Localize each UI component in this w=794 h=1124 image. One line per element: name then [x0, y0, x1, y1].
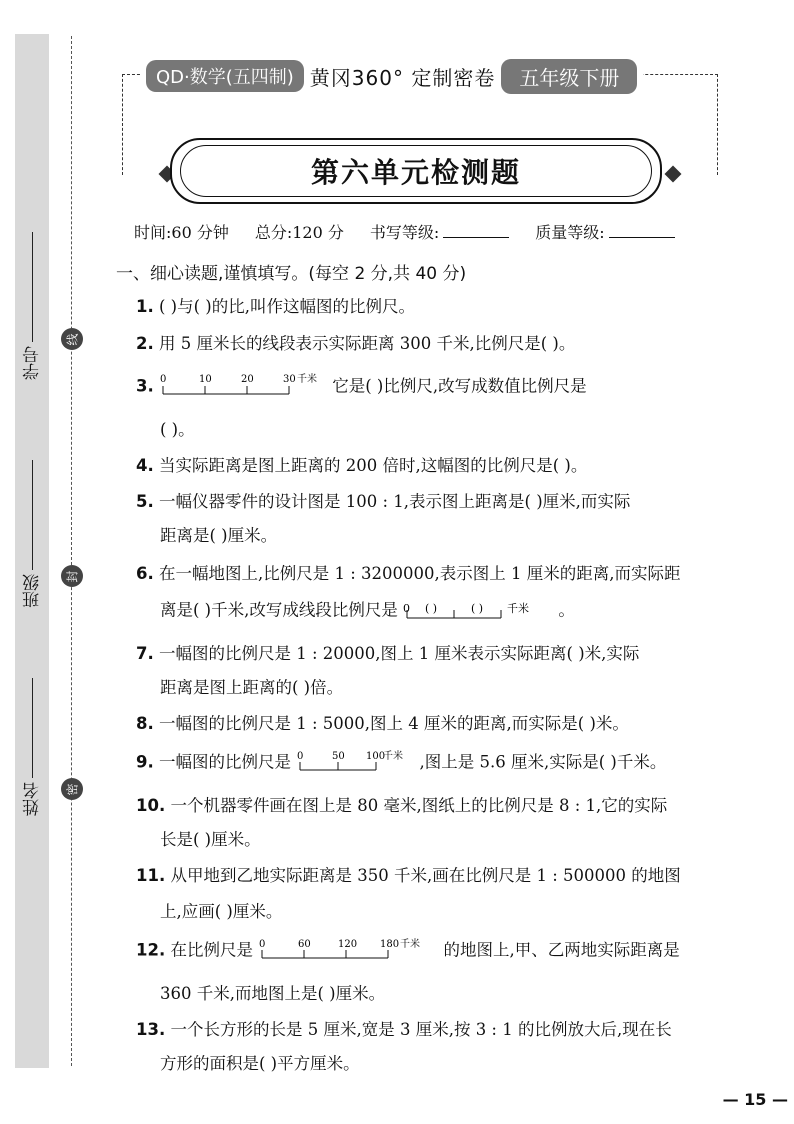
- answer-text[interactable]: 一幅图的比例尺是 1 : 20000,图上 1 厘米表示实际距离( )米,实际: [159, 644, 640, 663]
- seal-secret: 密: [61, 778, 83, 800]
- answer-text[interactable]: 它是( )比例尺,改写成数值比例尺是: [332, 376, 587, 396]
- scale-unit: 千米: [383, 751, 404, 762]
- question-1: 1. ( )与( )的比,叫作这幅图的比例尺。: [136, 297, 415, 316]
- scale-tick-label: 60: [298, 939, 311, 950]
- answer-text[interactable]: ( )与( )的比,叫作这幅图的比例尺。: [159, 297, 415, 316]
- scale-unit: 千米: [400, 939, 421, 950]
- quality-grade-blank[interactable]: [609, 223, 675, 238]
- scale-tick-label: 10: [199, 374, 212, 385]
- line-scale-q12: [258, 938, 438, 964]
- question-12: 12. 在比例尺是 0 60 120 180 千米 的地图上,甲、乙两地实际距离是: [136, 938, 728, 964]
- answer-text[interactable]: 一个长方形的长是 5 厘米,宽是 3 厘米,按 3 : 1 的比例放大后,现在长: [170, 1020, 672, 1039]
- seal-line: 线: [61, 328, 83, 350]
- question-2: 2. 用 5 厘米长的线段表示实际距离 300 千米,比例尺是( )。: [136, 334, 576, 353]
- scale-tick-label: 180: [380, 939, 400, 950]
- question-13-cont[interactable]: 方形的面积是( )平方厘米。: [160, 1054, 360, 1073]
- answer-text[interactable]: 离是( )千米,改写成线段比例尺是: [160, 600, 398, 620]
- scale-unit: 千米: [507, 602, 530, 615]
- question-13: 13. 一个长方形的长是 5 厘米,宽是 3 厘米,按 3 : 1 的比例放大后,现在长: [136, 1020, 672, 1039]
- scale-tick-label: 0: [297, 751, 304, 762]
- scale-tick-blank: ( ): [425, 602, 438, 615]
- writing-grade-blank[interactable]: [443, 223, 509, 238]
- quality-grade: 质量等级:: [535, 220, 674, 243]
- answer-text[interactable]: ,图上是 5.6 厘米,实际是( )千米。: [419, 752, 667, 772]
- question-9: 9. 一幅图的比例尺是 0 50 100 千米 ,图上是 5.6 厘米,实际是( )千米。: [136, 750, 728, 776]
- name-label: 姓名: [22, 782, 43, 816]
- question-5-cont[interactable]: 距离是( )厘米。: [160, 526, 278, 545]
- title-banner: [170, 138, 662, 204]
- answer-text[interactable]: 一幅仪器零件的设计图是 100 : 1,表示图上距离是( )厘米,而实际: [159, 492, 631, 511]
- question-12-cont[interactable]: 360 千米,而地图上是( )厘米。: [160, 984, 386, 1003]
- answer-text[interactable]: 的地图上,甲、乙两地实际距离是: [443, 940, 680, 960]
- page-title: 第六单元检测题: [310, 156, 521, 189]
- writing-grade: 书写等级:: [370, 220, 509, 243]
- question-10-cont[interactable]: 长是( )厘米。: [160, 830, 261, 849]
- answer-text[interactable]: 一个机器零件画在图上是 80 毫米,图纸上的比例尺是 8 : 1,它的实际: [170, 796, 668, 815]
- question-11-cont[interactable]: 上,应画( )厘米。: [160, 902, 283, 921]
- question-3: 3. 0 10 20 30 千米 它是( )比例尺,改写成数值比例尺是: [136, 372, 728, 402]
- question-3-cont[interactable]: ( )。: [160, 420, 195, 439]
- header-bar: [140, 58, 643, 94]
- question-7-cont[interactable]: 距离是图上距离的( )倍。: [160, 678, 344, 697]
- grade-badge: 五年级下册: [501, 59, 637, 94]
- page-number: — 15 —: [722, 1090, 788, 1109]
- line-scale-q3: [159, 372, 327, 402]
- question-6-cont: 离是( )千米,改写成线段比例尺是 0 ( ) ( ) 千米 。: [160, 598, 575, 624]
- question-5: 5. 一幅仪器零件的设计图是 100 : 1,表示图上距离是( )厘米,而实际: [136, 492, 631, 511]
- question-4: 4. 当实际距离是图上距离的 200 倍时,这幅图的比例尺是( )。: [136, 456, 588, 475]
- answer-text[interactable]: 从甲地到乙地实际距离是 350 千米,画在比例尺是 1 : 500000 的地图: [170, 866, 681, 885]
- student-id-field: [15, 232, 49, 380]
- scale-tick-label: 50: [332, 751, 345, 762]
- class-field: [15, 460, 49, 608]
- name-blank[interactable]: [32, 678, 33, 778]
- answer-text[interactable]: 当实际距离是图上距离的 200 倍时,这幅图的比例尺是( )。: [159, 456, 588, 475]
- class-blank[interactable]: [32, 460, 33, 570]
- question-10: 10. 一个机器零件画在图上是 80 毫米,图纸上的比例尺是 8 : 1,它的实际: [136, 796, 668, 815]
- total-score: 总分:120 分: [254, 223, 344, 242]
- scale-unit: 千米: [297, 374, 317, 385]
- seal-seal: 封: [61, 565, 83, 587]
- time-limit: 时间:60 分钟: [134, 223, 229, 242]
- student-id-label: 学号: [22, 346, 43, 380]
- scale-tick-label: 30: [283, 374, 296, 385]
- question-6: 6. 在一幅地图上,比例尺是 1 : 3200000,表示图上 1 厘米的距离,而实际距: [136, 564, 681, 583]
- answer-text[interactable]: 在一幅地图上,比例尺是 1 : 3200000,表示图上 1 厘米的距离,而实际距: [159, 564, 681, 583]
- subject-badge: QD·数学(五四制): [146, 60, 304, 92]
- cut-line: [71, 36, 72, 1066]
- line-scale-q6: [403, 598, 553, 624]
- section-heading: 一、细心读题,谨慎填写。(每空 2 分,共 40 分): [116, 264, 467, 284]
- scale-tick-label: 0: [403, 602, 411, 615]
- scale-tick-blank: ( ): [471, 602, 484, 615]
- brand-title: 黄冈360° 定制密卷: [309, 65, 496, 90]
- scale-tick-label: 100: [366, 751, 386, 762]
- question-11: 11. 从甲地到乙地实际距离是 350 千米,画在比例尺是 1 : 500000 的地图: [136, 866, 681, 885]
- answer-text[interactable]: 一幅图的比例尺是 1 : 5000,图上 4 厘米的距离,而实际是( )米。: [159, 714, 629, 733]
- exam-meta: [134, 220, 675, 243]
- scale-tick-label: 120: [338, 939, 358, 950]
- line-scale-q9: [296, 750, 414, 776]
- scale-tick-label: 0: [259, 939, 266, 950]
- scale-tick-label: 20: [241, 374, 254, 385]
- question-7: 7. 一幅图的比例尺是 1 : 20000,图上 1 厘米表示实际距离( )米,实际: [136, 644, 640, 663]
- scale-tick-label: 0: [160, 374, 167, 385]
- answer-text[interactable]: 用 5 厘米长的线段表示实际距离 300 千米,比例尺是( )。: [159, 334, 576, 353]
- class-label: 班级: [22, 574, 43, 608]
- student-id-blank[interactable]: [32, 232, 33, 342]
- name-field: [15, 678, 49, 816]
- question-8: 8. 一幅图的比例尺是 1 : 5000,图上 4 厘米的距离,而实际是( )米。: [136, 714, 629, 733]
